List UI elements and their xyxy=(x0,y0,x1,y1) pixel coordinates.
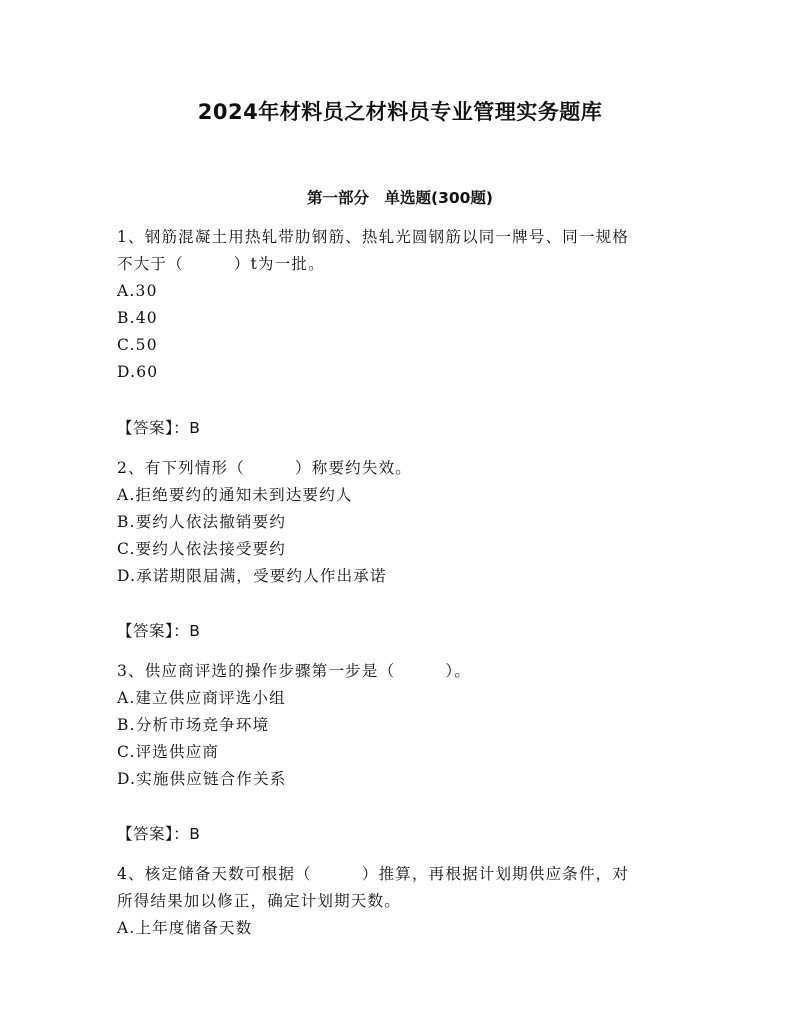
document-title: 2024年材料员之材料员专业管理实务题库 xyxy=(197,100,603,124)
question-2-stem-line-1: 2、有下列情形（ ）称要约失效。 xyxy=(117,459,412,477)
question-4-option-a: A.上年度储备天数 xyxy=(117,919,253,937)
question-1-option-b: B.40 xyxy=(117,309,158,327)
question-1-stem-line-2: 不大于（ ）t为一批。 xyxy=(117,255,325,273)
section-heading: 第一部分 单选题(300题) xyxy=(306,189,494,207)
question-1-option-a: A.30 xyxy=(117,282,158,300)
question-2-option-d: D.承诺期限届满，受要约人作出承诺 xyxy=(117,567,387,585)
question-3-option-b: B.分析市场竞争环境 xyxy=(117,716,270,734)
question-3-stem-line-1: 3、供应商评选的操作步骤第一步是（ ）。 xyxy=(117,662,472,680)
question-2-option-a: A.拒绝要约的通知未到达要约人 xyxy=(117,486,353,504)
question-2-option-b: B.要约人依法撤销要约 xyxy=(117,513,287,531)
question-1-option-c: C.50 xyxy=(117,336,158,354)
question-3-option-a: A.建立供应商评选小组 xyxy=(117,689,286,707)
question-1-answer: 【答案】：B xyxy=(117,419,201,437)
question-2-option-c: C.要约人依法接受要约 xyxy=(117,540,286,558)
question-1-stem-line-1: 1、钢筋混凝土用热轧带肋钢筋、热轧光圆钢筋以同一牌号、同一规格 xyxy=(117,228,630,246)
question-3-option-d: D.实施供应链合作关系 xyxy=(117,770,287,788)
question-4-stem-line-1: 4、核定储备天数可根据（ ）推算，再根据计划期供应条件，对 xyxy=(117,865,630,883)
question-2-answer: 【答案】：B xyxy=(117,622,201,640)
question-4-stem-line-2: 所得结果加以修正，确定计划期天数。 xyxy=(117,892,401,910)
question-3-answer: 【答案】：B xyxy=(117,825,201,843)
question-1-option-d: D.60 xyxy=(117,363,159,381)
question-3-option-c: C.评选供应商 xyxy=(117,743,220,761)
